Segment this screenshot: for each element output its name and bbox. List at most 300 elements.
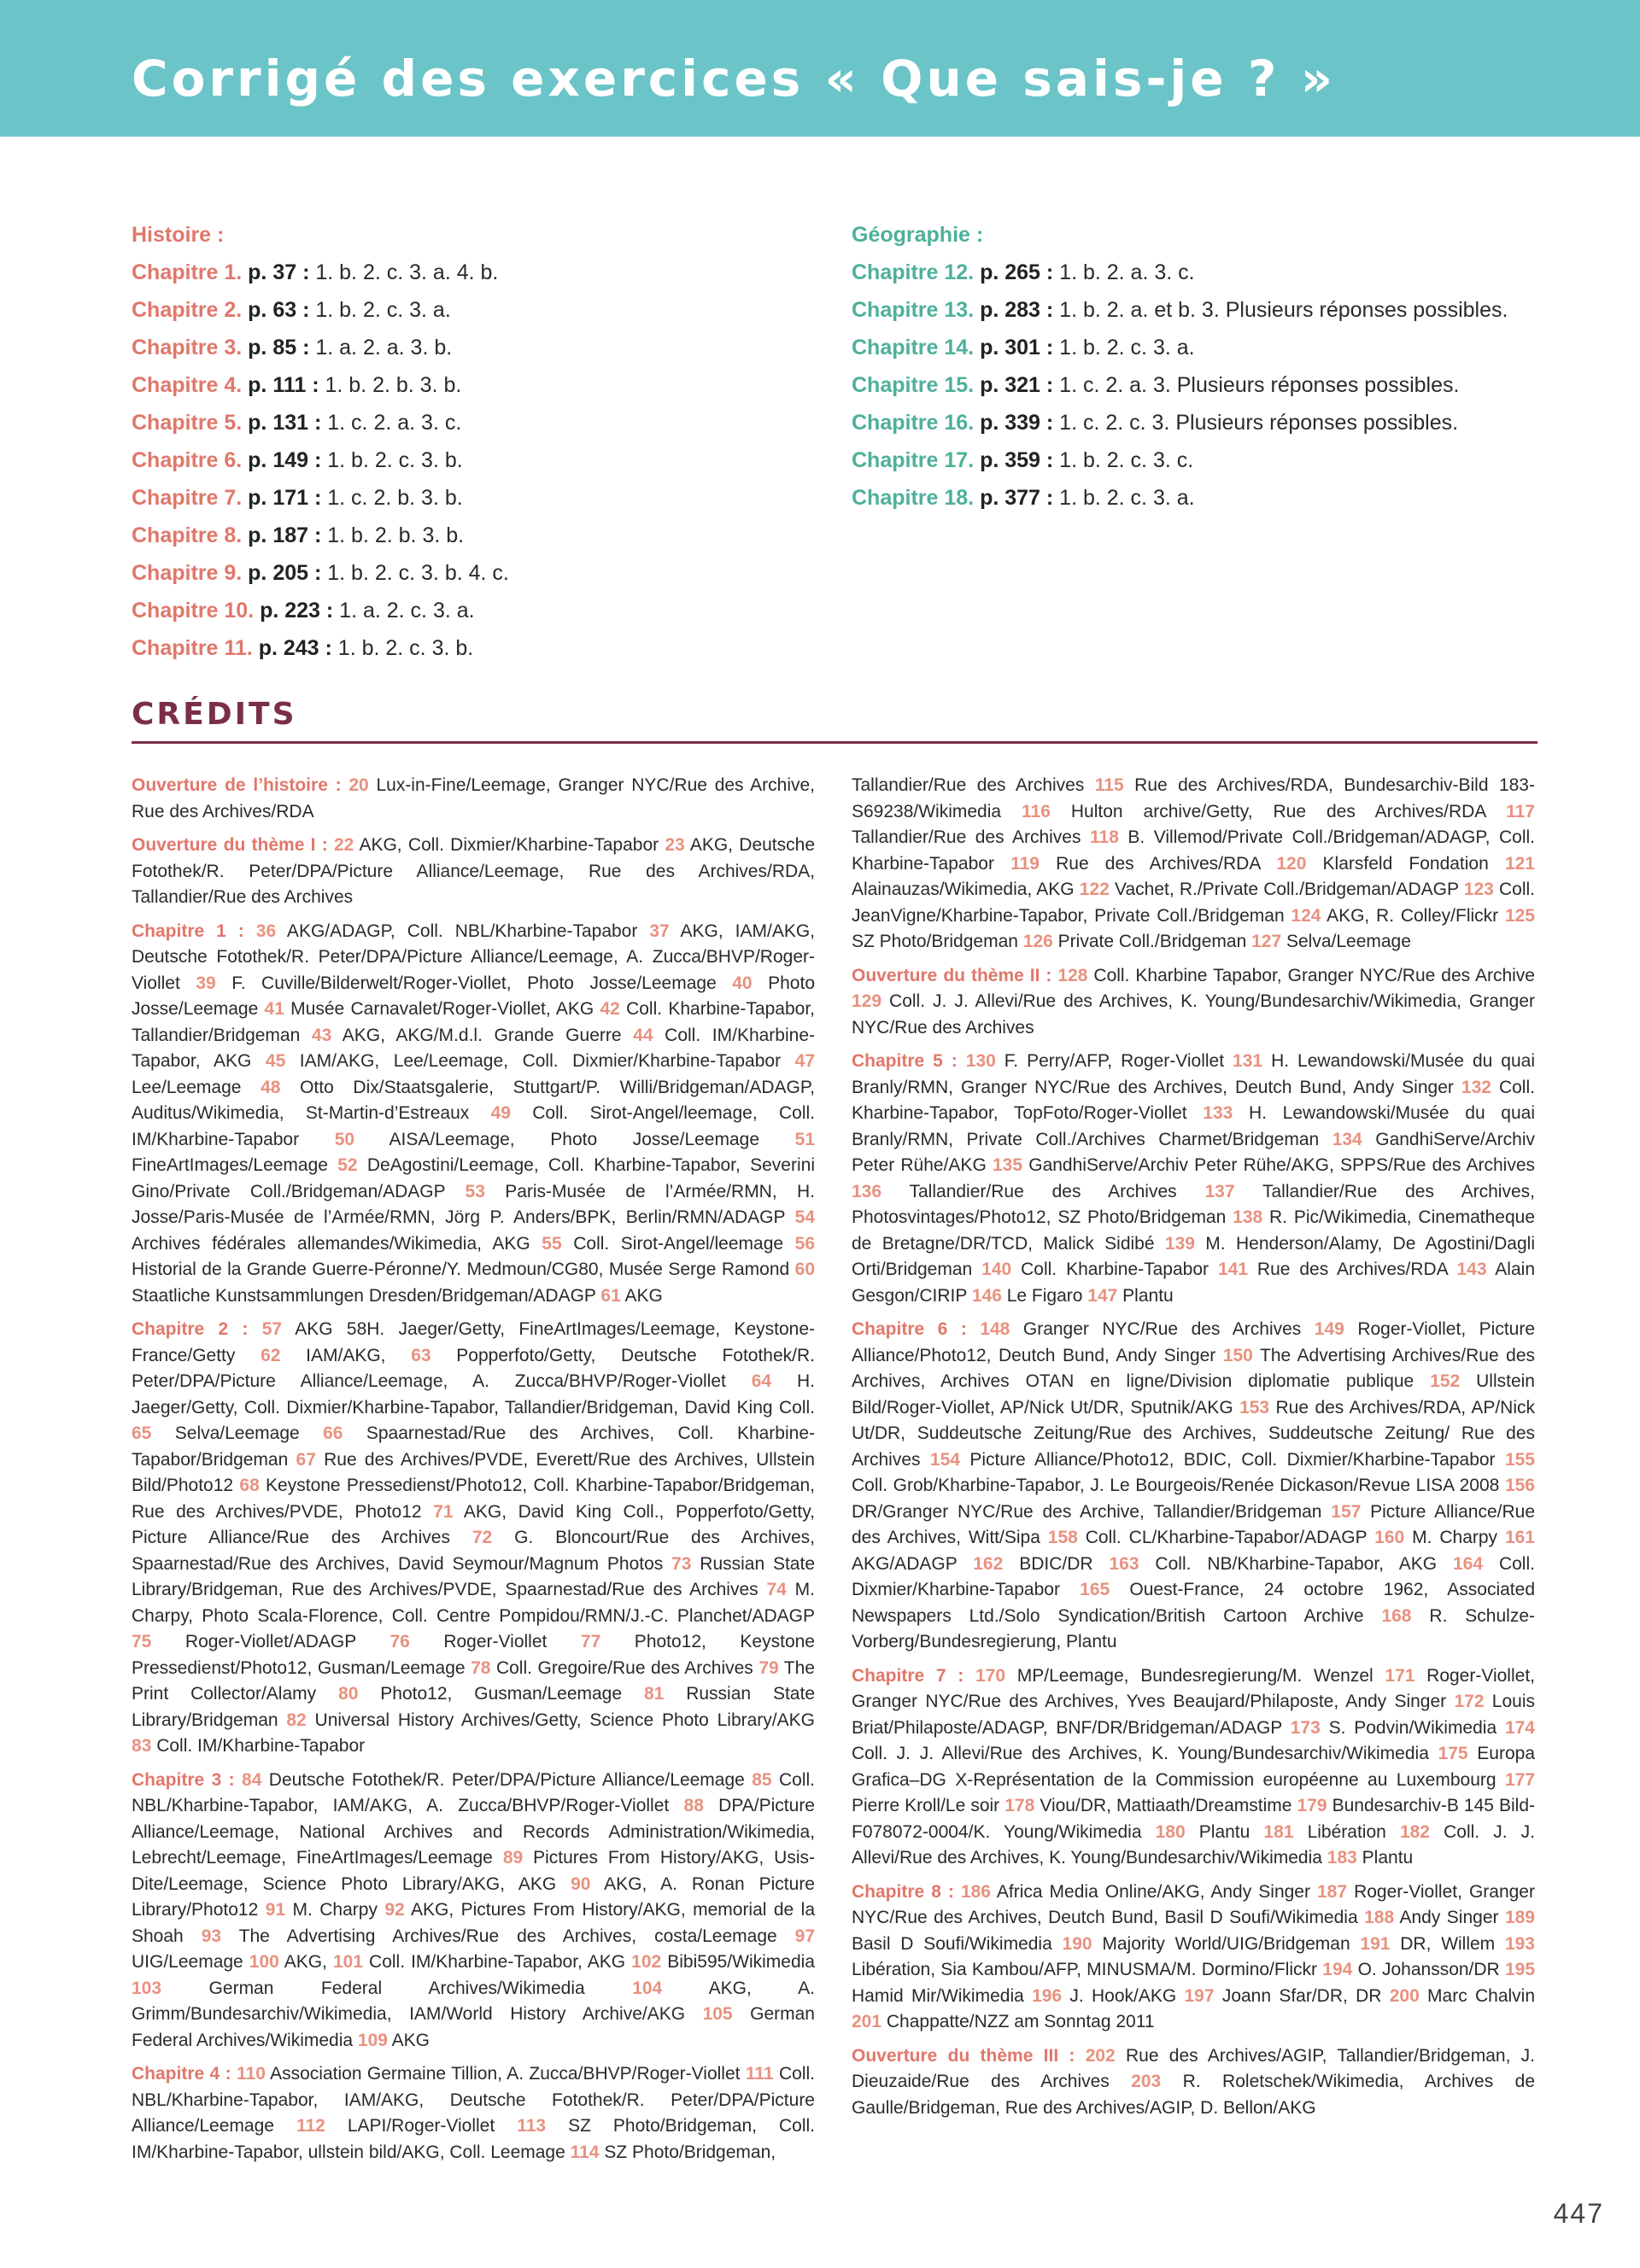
- credit-text: Lee/Leemage: [132, 1077, 261, 1097]
- credit-text: SZ Photo/Bridgeman: [852, 932, 1023, 951]
- credit-text: Russian State Library/Bridgeman: [132, 1684, 816, 1730]
- answer-text: 1. b. 2. c. 3. a.: [309, 298, 451, 322]
- credit-page-number: 165: [1080, 1580, 1110, 1599]
- credit-page-number: 153: [1239, 1397, 1270, 1418]
- chapter-label: Chapitre 6.: [132, 448, 243, 472]
- credit-page-number: 100: [249, 1952, 279, 1972]
- answer-row: [852, 441, 1552, 479]
- credit-text: Private Coll./Bridgeman: [1052, 932, 1252, 951]
- credit-text: Rue des Archives/AGIP, Tallandier/Bridgeman, J. Dieuzaide/Rue des Archives: [852, 2045, 1535, 2091]
- histoire-answers: [132, 216, 798, 667]
- credit-page-number: 123: [1463, 880, 1494, 899]
- credit-text: Coll. NB/Kharbine-Tapabor, AKG: [1139, 1553, 1453, 1574]
- credit-page-number: 109: [357, 2030, 388, 2050]
- credit-text: AKG: [620, 1285, 663, 1306]
- credit-text: Alainauzas/Wikimedia, AKG: [852, 880, 1080, 899]
- answer-row: [852, 404, 1552, 441]
- credit-text: Roger-Viollet, Granger NYC/Rue des Archives, Yves Beaujard/Philaposte, Andy Singer: [852, 1665, 1535, 1711]
- answer-row: [132, 629, 798, 667]
- credit-text: H. Jaeger/Getty, Coll. Dixmier/Kharbine-Tapabor, Tallandier/Bridgeman, David King Coll.: [132, 1371, 815, 1418]
- credit-page-number: 147: [1087, 1285, 1118, 1306]
- credit-page-number: 114: [570, 2142, 600, 2162]
- credit-paragraph: [852, 1879, 1535, 2036]
- credit-text: SZ Photo/Bridgeman, Coll. IM/Kharbine-Tapabor, ullstein bild/AKG, Coll. Leemage: [132, 2116, 815, 2162]
- section-heading-geographie: Géographie :: [852, 223, 984, 247]
- credit-paragraph: [852, 773, 1535, 956]
- credit-page-number: 76: [390, 1632, 410, 1651]
- credit-text: Joann Sfar/DR, DR: [1214, 1985, 1390, 2006]
- credit-page-number: 186: [960, 1881, 991, 1902]
- credit-page-number: 83: [132, 1736, 152, 1756]
- credit-text: M. Charpy: [1404, 1528, 1505, 1547]
- page-number: 447: [1553, 2198, 1604, 2229]
- credit-page-number: 155: [1504, 1449, 1535, 1470]
- credit-page-number: 180: [1155, 1821, 1186, 1842]
- credit-section-label: Ouverture du thème I :: [132, 835, 334, 855]
- chapter-label: Chapitre 17.: [852, 448, 975, 472]
- credit-text: Coll. IM/Kharbine-Tapabor, AKG: [363, 1952, 632, 1972]
- credit-text: Rue des Archives/RDA, Bundesarchiv-Bild 183-S69238/Wikimedia: [852, 775, 1535, 821]
- credit-page-number: 137: [1204, 1181, 1235, 1201]
- chapter-label: Chapitre 2.: [132, 298, 243, 322]
- credit-page-number: 160: [1374, 1528, 1405, 1547]
- credit-text: Africa Media Online/AKG, Andy Singer: [990, 1881, 1317, 1902]
- credit-page-number: 64: [751, 1371, 772, 1391]
- credit-text: Coll. Kharbine Tapabor, Granger NYC/Rue des Archive: [1087, 965, 1535, 985]
- credit-text: The Advertising Archives/Rue des Archives, costa/Leemage: [221, 1926, 795, 1946]
- answer-text: 1. b. 2. c. 3. a.: [1053, 336, 1195, 359]
- credit-text: AKG, Coll. Dixmier/Kharbine-Tapabor: [354, 835, 665, 855]
- credit-page-number: 197: [1184, 1985, 1215, 2006]
- section-heading-histoire: Histoire :: [132, 223, 225, 247]
- answer-row: [852, 291, 1552, 329]
- credit-section-label: Ouverture du thème III :: [852, 2045, 1086, 2066]
- credit-page-number: 23: [665, 835, 685, 855]
- credit-page-number: 20: [348, 775, 369, 795]
- credit-text: AKG: [387, 2030, 430, 2050]
- chapter-label: Chapitre 14.: [852, 336, 975, 359]
- credit-page-number: 43: [311, 1025, 332, 1045]
- credit-text: AKG, AKG/M.d.l. Grande Guerre: [331, 1025, 634, 1045]
- credit-text: Klarsfeld Fondation: [1306, 853, 1505, 874]
- credit-paragraph: [132, 1768, 815, 2055]
- credit-page-number: 80: [338, 1684, 359, 1704]
- credit-section-label: Chapitre 7 :: [852, 1665, 975, 1686]
- answer-text: 1. b. 2. b. 3. b.: [319, 373, 462, 397]
- credit-page-number: 89: [502, 1848, 524, 1868]
- credit-text: Tallandier/Rue des Archives: [852, 827, 1090, 847]
- credit-page-number: 22: [334, 835, 354, 855]
- credit-page-number: 73: [671, 1553, 692, 1574]
- credit-text: Louis Briat/Philaposte/ADAGP, BNF/DR/Bridgeman/ADAGP: [852, 1692, 1535, 1738]
- credit-paragraph: [132, 2061, 815, 2166]
- credit-page-number: 45: [265, 1051, 286, 1071]
- credit-text: DR/Granger NYC/Rue des Archive, Tallandier/Bridgeman: [852, 1501, 1332, 1522]
- credit-text: GandhiServe/Archiv Peter Rühe/AKG: [852, 1129, 1535, 1175]
- credit-text: Coll. JeanVigne/Kharbine-Tapabor, Private Coll./Bridgeman: [852, 880, 1535, 926]
- credit-page-number: 72: [472, 1528, 493, 1547]
- credit-page-number: 116: [1022, 801, 1051, 821]
- credit-text: UIG/Leemage: [132, 1952, 249, 1972]
- page-ref: p. 223 :: [260, 599, 334, 623]
- credit-page-number: 182: [1399, 1821, 1430, 1842]
- credit-text: M. Charpy, Photo Scala-Florence, Coll. Centre Pompidou/RMN/J.-C. Planchet/ADAGP: [132, 1580, 815, 1626]
- credit-page-number: 191: [1360, 1933, 1391, 1954]
- credit-paragraph: [852, 1049, 1535, 1309]
- credits-column-right: [852, 773, 1535, 2129]
- credit-text: Rue des Archives/RDA: [1248, 1260, 1457, 1279]
- credit-page-number: 91: [265, 1900, 286, 1920]
- credit-text: Granger NYC/Rue des Archives: [1010, 1319, 1315, 1339]
- credit-text: Coll. J. J. Allevi/Rue des Archives, K. Young/Bundesarchiv/Wikimedia: [852, 1744, 1438, 1763]
- answer-row: [852, 329, 1552, 366]
- credit-page-number: 133: [1203, 1103, 1233, 1123]
- credit-text: F. Perry/AFP, Roger-Viollet: [995, 1051, 1233, 1071]
- page-ref: p. 187 :: [248, 523, 322, 547]
- credit-text: GandhiServe/Archiv Peter Rühe/AKG, SPPS/Rue des Archives: [1022, 1155, 1535, 1175]
- credit-text: Photo12, Keystone Pressedienst/Photo12, Gusman/Leemage: [132, 1632, 815, 1678]
- credit-page-number: 84: [242, 1769, 262, 1790]
- credit-text: Europa Grafica–DG X-Représentation de la Commission européenne au Luxembourg: [852, 1744, 1536, 1790]
- credit-text: BDIC/DR: [1003, 1553, 1110, 1574]
- credit-text: Ullstein Bild/Roger-Viollet, AP/Nick Ut/DR, Sputnik/AKG: [852, 1371, 1535, 1418]
- answer-row: [852, 254, 1552, 291]
- credit-text: Plantu: [1356, 1848, 1414, 1868]
- credit-paragraph: [852, 2043, 1535, 2122]
- credit-page-number: 141: [1217, 1260, 1248, 1279]
- page-ref: p. 265 :: [980, 260, 1054, 284]
- credit-page-number: 49: [490, 1103, 511, 1123]
- credit-text: Roger-Viollet/ADAGP: [151, 1632, 390, 1651]
- credit-paragraph: [852, 1317, 1535, 1656]
- credit-page-number: 55: [542, 1233, 562, 1254]
- credit-text: The Advertising Archives/Rue des Archives, Archives OTAN en ligne/Division diplomatie publique: [852, 1345, 1535, 1391]
- credit-text: G. Bloncourt/Rue des Archives, Spaarnestad/Rue des Archives, David Seymour/Magnum Photos: [132, 1528, 815, 1574]
- credit-paragraph: [132, 833, 815, 911]
- credit-page-number: 82: [286, 1710, 307, 1730]
- credit-page-number: 129: [852, 991, 882, 1011]
- answer-text: 1. b. 2. a. et b. 3. Plusieurs réponses possibles.: [1053, 298, 1508, 322]
- credit-page-number: 37: [649, 921, 670, 941]
- credit-text: LAPI/Roger-Viollet: [325, 2116, 518, 2136]
- credit-text: Spaarnestad/Rue des Archives, Coll. Kharbine-Tapabor/Bridgeman: [132, 1423, 815, 1470]
- credit-text: AISA/Leemage, Photo Josse/Leemage: [354, 1129, 795, 1149]
- credit-text: Viou/DR, Mattiaath/Dreamstime: [1034, 1796, 1297, 1815]
- credit-page-number: 41: [264, 999, 284, 1019]
- credit-page-number: 132: [1461, 1077, 1491, 1097]
- credit-page-number: 102: [631, 1952, 662, 1972]
- credit-text: Rue des Archives/RDA, AP/Nick Ut/DR, Suddeutsche Zeitung/Rue des Archives, Suddeutsche Zeitung/ Rue des Archives: [852, 1397, 1535, 1470]
- credit-text: Universal History Archives/Getty, Science Photo Library/AKG: [306, 1710, 815, 1730]
- title-banner: [0, 0, 1640, 137]
- credit-page-number: 178: [1004, 1796, 1035, 1815]
- chapter-label: Chapitre 12.: [852, 260, 975, 284]
- credit-text: Picture Alliance/Rue des Archives, Witt/Sipa: [852, 1501, 1535, 1547]
- credit-page-number: 158: [1047, 1528, 1078, 1547]
- answer-row: [132, 291, 798, 329]
- credit-page-number: 119: [1010, 853, 1040, 874]
- credit-page-number: 162: [973, 1553, 1004, 1574]
- credit-page-number: 104: [632, 1978, 663, 1998]
- credit-page-number: 93: [201, 1926, 222, 1946]
- credit-page-number: 203: [1131, 2072, 1162, 2091]
- credit-text: Marc Chalvin: [1419, 1985, 1536, 2006]
- credit-text: Deutsche Fotothek/R. Peter/DPA/Picture Alliance/Leemage: [261, 1769, 753, 1790]
- credit-page-number: 179: [1297, 1796, 1327, 1815]
- credit-text: AKG, David King Coll., Popperfoto/Getty, Picture Alliance/Rue des Archives: [132, 1501, 815, 1547]
- credit-text: AKG, IAM/AKG, Deutsche Fotothek/R. Peter/DPA/Picture Alliance/Leemage, A. Zucca/BHVP/Roger-Viollet: [132, 921, 816, 993]
- credit-page-number: 47: [794, 1051, 815, 1071]
- answer-row: [132, 404, 798, 441]
- credit-text: AKG, A. Ronan Picture Library/Photo12: [132, 1873, 815, 1920]
- credit-text: AKG/ADAGP, Coll. NBL/Kharbine-Tapabor: [276, 921, 650, 941]
- credit-page-number: 127: [1251, 932, 1282, 951]
- page-ref: p. 301 :: [980, 336, 1054, 359]
- credit-text: Coll. Dixmier/Kharbine-Tapabor: [852, 1553, 1535, 1599]
- credit-page-number: 52: [337, 1155, 358, 1175]
- answer-text: 1. a. 2. a. 3. b.: [309, 336, 453, 359]
- credit-page-number: 118: [1090, 827, 1119, 847]
- credit-page-number: 201: [852, 2012, 882, 2031]
- chapter-label: Chapitre 7.: [132, 486, 243, 510]
- geographie-answers: [852, 216, 1552, 517]
- credit-page-number: 135: [992, 1155, 1023, 1175]
- answer-text: 1. b. 2. c. 3. b.: [331, 636, 474, 660]
- credit-paragraph: [852, 963, 1535, 1042]
- credit-text: IAM/AKG,: [280, 1345, 412, 1365]
- credit-page-number: 194: [1322, 1960, 1353, 1979]
- answer-text: 1. b. 2. b. 3. b.: [321, 523, 465, 547]
- credit-page-number: 148: [980, 1319, 1010, 1339]
- credit-text: S. Podvin/Wikimedia: [1320, 1717, 1505, 1738]
- credit-page-number: 77: [580, 1632, 601, 1651]
- credit-page-number: 146: [971, 1285, 1002, 1306]
- credit-page-number: 62: [261, 1345, 281, 1365]
- credit-text: Coll. Sirot-Angel/leemage, Coll. IM/Kharbine-Tapabor: [132, 1103, 815, 1149]
- credit-text: J. Hook/AKG: [1062, 1985, 1185, 2006]
- credit-text: Hamid Mir/Wikimedia: [852, 1985, 1033, 2006]
- credits-column-left: [132, 773, 815, 2173]
- chapter-label: Chapitre 4.: [132, 373, 243, 397]
- credit-text: AKG, Deutsche Fotothek/R. Peter/DPA/Picture Alliance/Leemage, Rue des Archives/RDA, Tallandier/Rue des Archives: [132, 835, 815, 907]
- credit-page-number: 171: [1385, 1665, 1415, 1686]
- credit-text: Alain Gesgon/CIRIP: [852, 1260, 1535, 1306]
- credit-page-number: 172: [1454, 1692, 1485, 1711]
- credit-text: German Federal Archives/Wikimedia: [161, 1978, 633, 1998]
- chapter-label: Chapitre 18.: [852, 486, 975, 510]
- credit-text: Staatliche Kunstsammlungen Dresden/Bridgeman/ADAGP: [132, 1285, 601, 1306]
- credit-text: Coll. J. J. Allevi/Rue des Archives, K. Young/Bundesarchiv/Wikimedia: [852, 1821, 1535, 1868]
- answer-row: [132, 366, 798, 404]
- credit-page-number: 154: [929, 1449, 960, 1470]
- credit-text: Popperfoto/Getty, Deutsche Fotothek/R. Peter/DPA/Picture Alliance/Leemage, A. Zucca/BHVP/Roger-Viollet: [132, 1345, 815, 1391]
- credit-text: Libération: [1293, 1821, 1400, 1842]
- page-ref: p. 37 :: [248, 260, 310, 284]
- page-ref: p. 171 :: [248, 486, 322, 510]
- credit-text: Historial de la Grande Guerre-Péronne/Y. Medmoun/CG80, Musée Serge Ramond: [132, 1260, 795, 1279]
- credit-page-number: 139: [1164, 1233, 1195, 1254]
- credit-text: Pierre Kroll/Le soir: [852, 1796, 1005, 1815]
- credit-text: Roger-Viollet, Picture Alliance/Photo12, Deutch Bund, Andy Singer: [852, 1319, 1536, 1365]
- answer-text: 1. b. 2. c. 3. c.: [1053, 448, 1194, 472]
- credit-text: Pictures From History/AKG, Usis-Dite/Leemage, Science Photo Library/AKG, AKG: [132, 1848, 815, 1894]
- credit-page-number: 170: [975, 1665, 1006, 1686]
- chapter-label: Chapitre 8.: [132, 523, 243, 547]
- credit-text: M. Henderson/Alamy, De Agostini/Dagli Orti/Bridgeman: [852, 1233, 1535, 1279]
- credit-text: IAM/AKG, Lee/Leemage, Coll. Dixmier/Kharbine-Tapabor: [285, 1051, 795, 1071]
- credit-text: Roger-Viollet, Granger NYC/Rue des Archives, Deutch Bund, Basil D Soufi/Wikimedia: [852, 1881, 1535, 1927]
- credit-text: Coll. IM/Kharbine-Tapabor, AKG: [132, 1025, 816, 1071]
- credit-text: Lux-in-Fine/Leemage, Granger NYC/Rue des Archive, Rue des Archives/RDA: [132, 775, 815, 821]
- credit-page-number: 183: [1327, 1848, 1357, 1868]
- credit-page-number: 202: [1085, 2045, 1116, 2066]
- page-ref: p. 377 :: [980, 486, 1054, 510]
- credit-text: Rue des Archives/RDA: [1039, 853, 1277, 874]
- credit-text: M. Charpy: [285, 1900, 385, 1920]
- credit-page-number: 57: [261, 1319, 283, 1339]
- answer-row: [132, 554, 798, 592]
- credit-text: Majority World/UIG/Bridgeman: [1092, 1933, 1361, 1954]
- credit-page-number: 152: [1430, 1371, 1461, 1391]
- credit-text: German Federal Archives/Wikimedia: [132, 2004, 815, 2050]
- credit-page-number: 125: [1504, 905, 1535, 926]
- credit-page-number: 149: [1314, 1319, 1344, 1339]
- credit-page-number: 85: [752, 1769, 772, 1790]
- credit-page-number: 115: [1094, 775, 1124, 795]
- credit-text: AKG/ADAGP: [852, 1553, 974, 1574]
- credit-text: H. Lewandowski/Musée du quai Branly/RMN, Private Coll./Archives Charmet/Bridgeman: [852, 1103, 1535, 1149]
- chapter-label: Chapitre 5.: [132, 411, 243, 435]
- answer-text: 1. b. 2. c. 3. a. 4. b.: [309, 260, 499, 284]
- credit-page-number: 200: [1389, 1985, 1420, 2006]
- answer-row: [132, 329, 798, 366]
- credit-section-label: Ouverture de l’histoire :: [132, 775, 349, 795]
- credit-text: Coll. NBL/Kharbine-Tapabor, IAM/AKG, A. Zucca/BHVP/Roger-Viollet: [132, 1769, 815, 1815]
- credit-text: Paris-Musée de l’Armée/RMN, H. Josse/Paris-Musée de l’Armée/RMN, Jörg P. Anders/BPK, Berlin/RMN/ADAGP: [132, 1181, 815, 1227]
- credit-page-number: 103: [132, 1978, 162, 1998]
- credit-text: The Print Collector/Alamy: [132, 1657, 815, 1704]
- credit-page-number: 67: [296, 1449, 316, 1470]
- credit-text: Russian State Library/Bridgeman, Rue des Archives/PVDE, Spaarnestad/Rue des Archives: [132, 1553, 816, 1599]
- credit-text: Vachet, R./Private Coll./Bridgeman/ADAGP: [1109, 880, 1464, 899]
- credit-text: MP/Leemage, Bundesregierung/M. Wenzel: [1005, 1665, 1385, 1686]
- credit-text: Archives fédérales allemandes/Wikimedia, AKG: [132, 1233, 542, 1254]
- credit-page-number: 188: [1364, 1908, 1395, 1927]
- chapter-label: Chapitre 10.: [132, 599, 255, 623]
- chapter-label: Chapitre 1.: [132, 260, 243, 284]
- chapter-label: Chapitre 15.: [852, 373, 975, 397]
- answer-text: 1. b. 2. a. 3. c.: [1053, 260, 1195, 284]
- credit-page-number: 164: [1453, 1553, 1484, 1574]
- credit-page-number: 130: [965, 1051, 996, 1071]
- credit-page-number: 113: [517, 2116, 547, 2136]
- credit-text: Tallandier/Rue des Archives, Photosvintages/Photo12, SZ Photo/Bridgeman: [852, 1181, 1535, 1227]
- credit-page-number: 122: [1079, 880, 1110, 899]
- answer-text: 1. b. 2. c. 3. a.: [1053, 486, 1195, 510]
- credit-text: Chappatte/NZZ am Sonntag 2011: [882, 2012, 1155, 2031]
- credit-text: Selva/Leemage: [151, 1423, 324, 1443]
- credit-text: DeAgostini/Leemage, Coll. Kharbine-Tapabor, Severini Gino/Private Coll./Bridgeman/ADAGP: [132, 1155, 815, 1201]
- chapter-label: Chapitre 16.: [852, 411, 975, 435]
- answer-row: [132, 592, 798, 629]
- credit-text: Coll. Sirot-Angel/leemage: [561, 1233, 795, 1254]
- credit-text: Libération, Sia Kambou/AFP, MINUSMA/M. Dormino/Flickr: [852, 1960, 1323, 1979]
- credit-page-number: 134: [1332, 1129, 1362, 1149]
- credits-title: CRÉDITS: [132, 697, 297, 732]
- credit-page-number: 56: [794, 1233, 815, 1254]
- credit-text: Plantu: [1117, 1285, 1174, 1306]
- credit-page-number: 97: [794, 1926, 816, 1946]
- credit-text: R. Roletschek/Wikimedia, Archives de Gaulle/Bridgeman, Rue des Archives/AGIP, D. Bellon/AKG: [852, 2072, 1535, 2118]
- credit-text: Coll. Kharbine-Tapabor, TopFoto/Roger-Viollet: [852, 1077, 1535, 1123]
- credit-page-number: 190: [1062, 1933, 1092, 1954]
- answer-text: 1. b. 2. c. 3. b.: [321, 448, 463, 472]
- credit-page-number: 50: [334, 1129, 355, 1149]
- credit-page-number: 63: [411, 1345, 431, 1365]
- page-ref: p. 111 :: [248, 373, 319, 397]
- page-ref: p. 85 :: [248, 336, 310, 359]
- credit-text: O. Johansson/DR: [1352, 1960, 1505, 1979]
- credit-page-number: 54: [794, 1207, 815, 1227]
- credit-text: Coll. CL/Kharbine-Tapabor/ADAGP: [1077, 1528, 1375, 1547]
- credit-text: Coll. Gregoire/Rue des Archives: [490, 1657, 759, 1678]
- credit-text: Coll. Kharbine-Tapabor, Tallandier/Bridgeman: [132, 999, 815, 1045]
- credit-text: F. Cuville/Bilderwelt/Roger-Viollet, Photo Josse/Leemage: [215, 973, 733, 993]
- page-ref: p. 205 :: [248, 561, 322, 585]
- credit-page-number: 110: [237, 2064, 266, 2084]
- page-ref: p. 283 :: [980, 298, 1054, 322]
- credit-page-number: 131: [1233, 1051, 1263, 1071]
- credit-text: AKG 58H. Jaeger/Getty, FineArtImages/Leemage, Keystone-France/Getty: [132, 1319, 815, 1365]
- credit-section-label: Chapitre 4 :: [132, 2064, 237, 2084]
- credit-text: Selva/Leemage: [1281, 932, 1411, 951]
- credit-page-number: 66: [323, 1423, 343, 1443]
- credit-page-number: 163: [1109, 1553, 1139, 1574]
- credit-text: Coll. NBL/Kharbine-Tapabor, IAM/AKG, Deutsche Fotothek/R. Peter/DPA/Picture Alliance/Leemage: [132, 2064, 815, 2136]
- credit-page-number: 53: [465, 1181, 485, 1201]
- credit-text: Coll. J. J. Allevi/Rue des Archives, K. Young/Bundesarchiv/Wikimedia, Granger NYC/Rue des Archives: [852, 991, 1535, 1038]
- chapter-label: Chapitre 13.: [852, 298, 975, 322]
- credit-text: DR, Willem: [1390, 1933, 1505, 1954]
- credit-text: Plantu: [1185, 1821, 1264, 1842]
- answer-row: [132, 441, 798, 479]
- credit-text: Hulton archive/Getty, Rue des Archives/RDA: [1050, 801, 1507, 821]
- credit-text: Basil D Soufi/Wikimedia: [852, 1933, 1063, 1954]
- answer-row: [132, 479, 798, 517]
- credit-text: FineArtImages/Leemage: [132, 1155, 338, 1175]
- credit-page-number: 128: [1057, 965, 1088, 985]
- credit-text: Picture Alliance/Photo12, BDIC, Coll. Dixmier/Kharbine-Tapabor: [959, 1449, 1505, 1470]
- page-ref: p. 321 :: [980, 373, 1054, 397]
- credit-page-number: 112: [296, 2116, 325, 2136]
- credit-page-number: 193: [1504, 1933, 1535, 1954]
- credit-page-number: 61: [600, 1285, 621, 1306]
- page-ref: p. 359 :: [980, 448, 1054, 472]
- credit-paragraph: [852, 1663, 1535, 1872]
- credit-page-number: 105: [702, 2004, 733, 2024]
- credit-page-number: 71: [433, 1501, 454, 1522]
- page-ref: p. 339 :: [980, 411, 1054, 435]
- credit-text: Keystone Pressedienst/Photo12, Coll. Kharbine-Tapabor/Bridgeman, Rue des Archives/PVDE, Photo12: [132, 1476, 815, 1522]
- answer-text: 1. c. 2. c. 3. Plusieurs réponses possibles.: [1053, 411, 1459, 435]
- credit-page-number: 124: [1291, 905, 1321, 926]
- credits-divider: [132, 741, 1538, 744]
- credit-page-number: 111: [745, 2064, 774, 2084]
- credit-text: Association Germaine Tillion, A. Zucca/BHVP/Roger-Viollet: [265, 2064, 746, 2084]
- page-ref: p. 243 :: [258, 636, 332, 660]
- chapter-label: Chapitre 9.: [132, 561, 243, 585]
- credit-text: H. Lewandowski/Musée du quai Branly/RMN, Granger NYC/Rue des Archives, Deutch Bund, Andy Singer: [852, 1051, 1535, 1097]
